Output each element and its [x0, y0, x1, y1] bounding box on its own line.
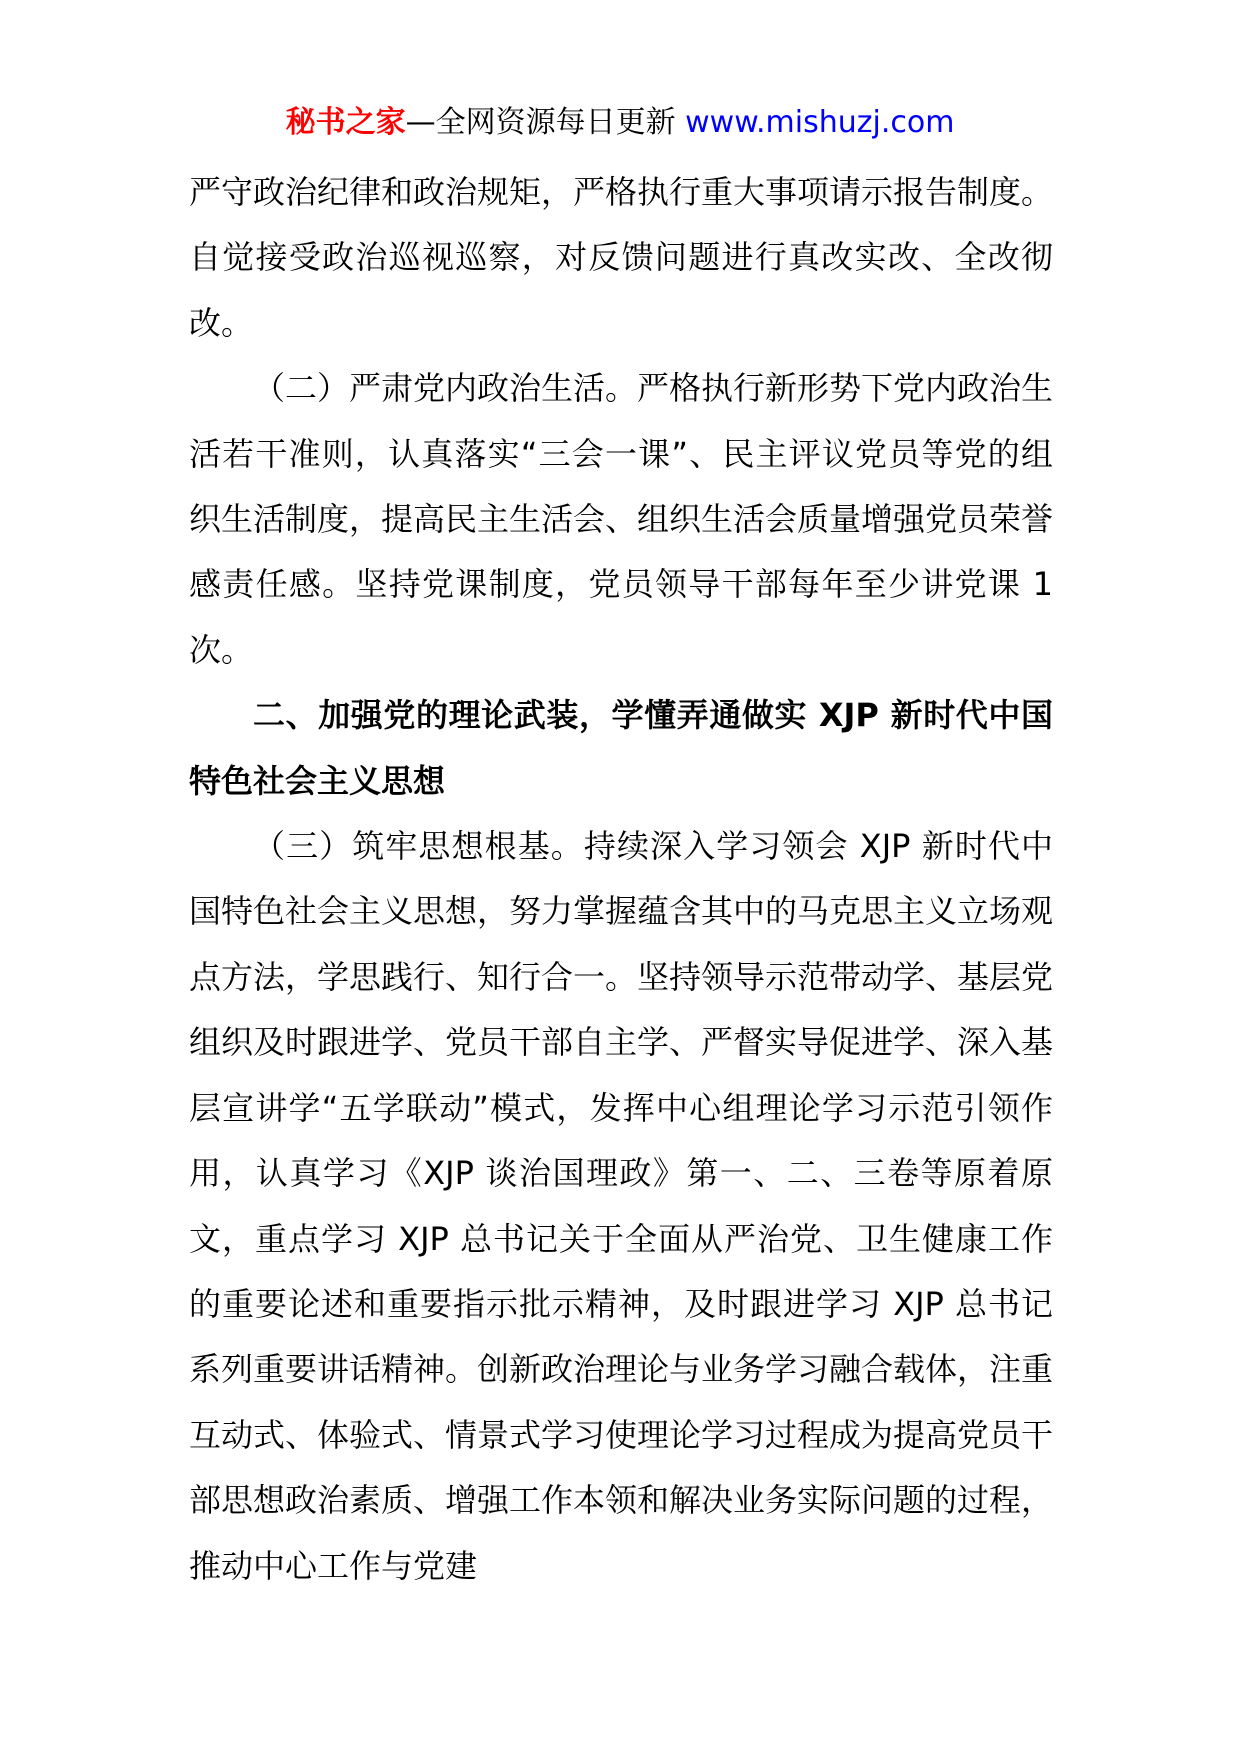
- paragraph-continuation: 严守政治纪律和政治规矩，严格执行重大事项请示报告制度。自觉接受政治巡视巡察，对反馈问题进行真改实改、全改彻改。: [189, 173, 1054, 342]
- document-body: [189, 160, 1053, 1599]
- site-header: [0, 103, 1240, 143]
- site-url-link[interactable]: www.mishuzj.com: [685, 105, 955, 140]
- header-tagline: —全网资源每日更新: [405, 105, 686, 140]
- section-heading: 二、加强党的理论武装，学懂弄通做实 XJP 新时代中国特色社会主义思想: [189, 696, 1053, 800]
- brand-name: 秘书之家: [285, 105, 406, 140]
- paragraph-section-3: （三）筑牢思想根基。持续深入学习领会 XJP 新时代中国特色社会主义思想，努力掌握蕴含其中的马克思主义立场观点方法，学思践行、知行合一。坚持领导示范带动学、基层党组织及时跟进学、党员干部自主学、严督实导促进学、深入基层宣讲学“五学联动”模式，发挥中心组理论学习示范引领作用，认真学习《XJP 谈治国理政》第一、二、三卷等原着原文，重点学习 XJP 总书记关于全面从严治党、卫生健康工作的重要论述和重要指示批示精神，及时跟进学习 XJP 总书记系列重要讲话精神。创新政治理论与业务学习融合载体，注重互动式、体验式、情景式学习使理论学习过程成为提高党员干部思想政治素质、增强工作本领和解决业务实际问题的过程，推动中心工作与党建: [189, 827, 1054, 1585]
- paragraph-section-2: （二）严肃党内政治生活。严格执行新形势下党内政治生活若干准则，认真落实“三会一课”、民主评议党员等党的组织生活制度，提高民主生活会、组织生活会质量增强党员荣誉感责任感。坚持党课制度，党员领导干部每年至少讲党课 1 次。: [189, 369, 1054, 669]
